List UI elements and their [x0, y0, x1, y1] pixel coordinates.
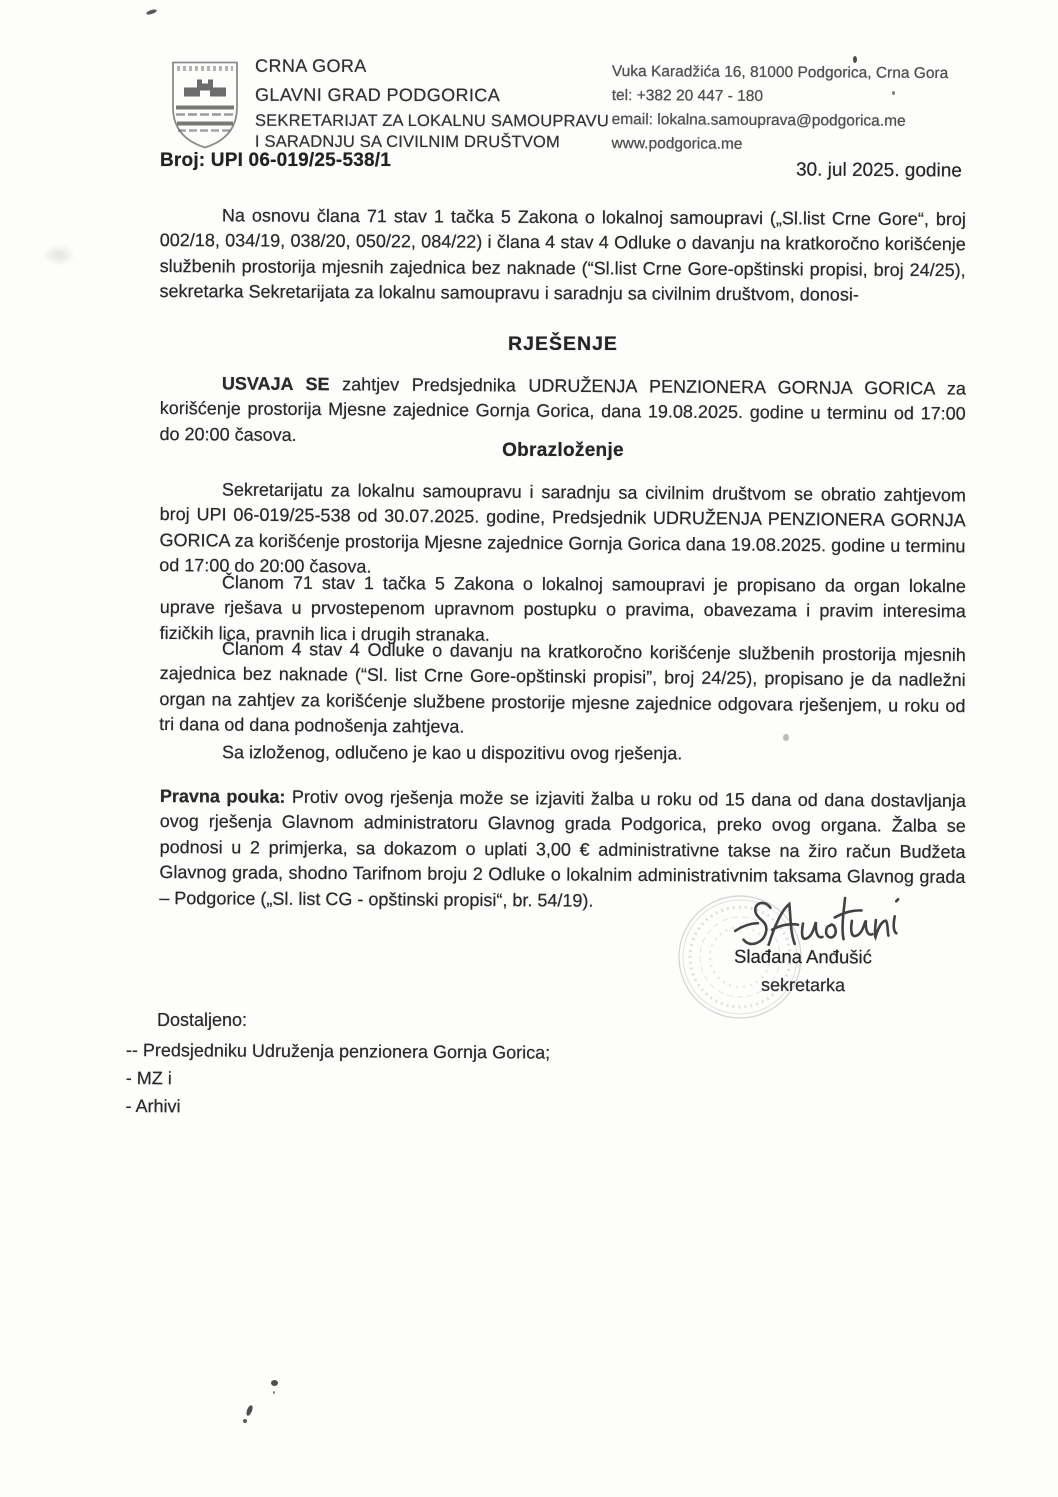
letterhead-phone: tel: +382 20 447 - 180: [611, 86, 764, 105]
decision-rest: zahtjev Predsjednika UDRUŽENJA PENZIONERA GORNJA GORICA za korišćenje prostorija Mjesne zajednice Gornja Gorica, dana 19.08.2025. godine u terminu od 17:00 do 20:00 časova.: [159, 374, 966, 445]
intro-paragraph: Na osnovu člana 71 stav 1 tačka 5 Zakona o lokalnoj samoupravi („Sl.list Crne Gore“, broj 002/18, 034/19, 038/20, 050/22, 084/22) i člana 4 stav 4 Odluke o davanju na kratkoročno korišćenje službenih prostorija mjesnih zajednica bez naknade (“Sl.list Crne Gore-opštinski propisi, broj 24/25), sekretarka Sekretarijata za lokalnu samoupravu i saradnju sa civilnim društvom, donosi-: [159, 205, 966, 305]
document-date: 30. jul 2025. godine: [796, 159, 963, 182]
scan-speck: [245, 1404, 254, 1416]
scan-speck: [273, 1391, 275, 1394]
explanation-paragraph-1: Sekretarijatu za lokalnu samoupravu i saradnju sa civilnim društvom se obratio zahtjevom broj UPI 06-019/25-538 od 30.07.2025. godine, Predsjednik UDRUŽENJA PENZIONERA GORNJA GORICA za korišćenje prostorija Mjesne zajednice Gornja Gorica dana 19.08.2025. godine u terminu od 17:00 do 20:00 časova.: [159, 479, 966, 577]
letterhead-country: CRNA GORA: [255, 55, 367, 76]
scan-speck: [146, 8, 158, 15]
scan-smudge: [42, 244, 76, 266]
signer-name: Slađana Anđušić: [734, 945, 872, 968]
legal-notice-label: Pravna pouka:: [159, 785, 286, 807]
explanation-paragraph-3: Članom 4 stav 4 Odluke o davanju na kratkoročno korišćenje službenih prostorija mjesnih zajednica bez naknade (“Sl. list Crne Gore-opštinski propisi”, broj 24/25), propisano je da nadležni organ na zahtjev za korišćenje službene prostorije mjesne zajednice odgovara rješenjem, u roku od tri dana od dana podnošenja zahtjeva.: [159, 638, 966, 737]
legal-notice-text: Protiv ovog rješenja može se izjaviti žalba u roku od 15 dana od dana dostavljanja ovog rješenja Glavnom administratoru Glavnog grada Podgorica, preko ovog organa. Žalba se podnosi u 2 primjerka, sa dokazom o uplati 3,00 € administrativne takse na žiro račun Budžeta Glavnog grada, shodno Tarifnom broju 2 Odluke o lokalnim administrativnim taksama Glavnog grada – Podgorice („Sl. list CG - opštinski propisi“, br. 54/19).: [159, 786, 966, 911]
distribution-item: -- Predsjedniku Udruženja penzionera Gornja Gorica;: [125, 1039, 551, 1063]
decision-heading: RJEŠENJE: [508, 333, 618, 355]
distribution-item: - MZ i: [125, 1067, 172, 1089]
distribution-item: - Arhivi: [125, 1095, 181, 1117]
scan-speck: [853, 56, 857, 63]
letterhead-contacts: [611, 60, 948, 158]
letterhead-email: email: lokalna.samouprava@podgorica.me: [611, 110, 906, 130]
signer-title: sekretarka: [760, 974, 846, 996]
explanation-heading: Obrazloženje: [502, 440, 624, 461]
scan-speck: [271, 1380, 278, 1386]
scan-speck: [783, 734, 789, 741]
explanation-paragraph-2: Članom 71 stav 1 tačka 5 Zakona o lokalnoj samoupravi je propisano da organ lokalne uprave rješava u prvostepenom upravnom postupku o pravima, obavezama i pravim interesima fizičkih lica, pravnih lica i drugih stranaka.: [159, 572, 966, 645]
conclusion-paragraph: Sa izloženog, odlučeno je kao u dispozitivu ovog rješenja.: [221, 742, 683, 764]
decision-lead: USVAJA SE: [221, 373, 330, 395]
letterhead-organization: [255, 57, 609, 151]
podgorica-coat-of-arms-icon: [168, 55, 242, 152]
letterhead-website: www.podgorica.me: [611, 134, 743, 153]
scan-speck: [892, 91, 895, 95]
document-reference-number: Broj: UPI 06-019/25-538/1: [160, 150, 392, 171]
distribution-label: Dostaljeno:: [157, 1010, 248, 1030]
letterhead-secretariat-line2: I SARADNJU SA CIVILNIM DRUŠTVOM: [254, 132, 561, 151]
distribution-list: [125, 1036, 550, 1123]
letterhead-address: Vuka Karadžića 16, 81000 Podgorica, Crna Gora: [611, 62, 949, 83]
letterhead-secretariat-line1: SEKRETARIJAT ZA LOKALNU SAMOUPRAVU: [254, 111, 609, 131]
letterhead-city: GLAVNI GRAD PODGORICA: [254, 84, 501, 106]
scan-speck: [243, 1419, 247, 1423]
